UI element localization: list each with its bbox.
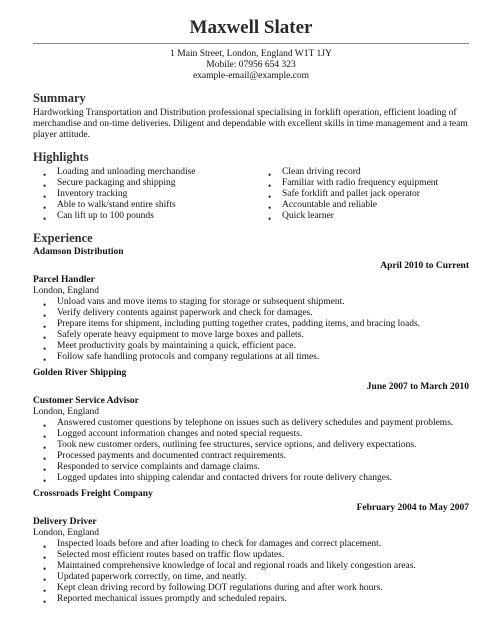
duty-item: • Reported mechanical issues promptly and scheduled repairs. [33, 594, 469, 605]
duty-item: • Kept clean driving record by following DOT regulations during and after work hours. [33, 583, 469, 594]
job-dates: June 2007 to March 2010 [366, 382, 469, 392]
highlight-item: • Accountable and reliable [258, 200, 469, 211]
duty-item: • Answered customer questions by telephone on issues such as delivery schedules and payment problems. [33, 418, 469, 429]
duty-item: • Logged updates into shipping calendar and contacted drivers for route delivery changes. [33, 473, 469, 484]
job-duties-list [33, 418, 469, 484]
address-line: 1 Main Street, London, England W1T 1JY [170, 49, 332, 59]
resume-page [33, 0, 469, 605]
job-location: London, England [33, 407, 99, 417]
duty-item: • Meet productivity goals by maintaining a quick, efficient pace. [33, 341, 469, 352]
job-location: London, England [33, 528, 99, 538]
highlight-item: • Secure packaging and shipping [33, 178, 258, 189]
duty-item: • Maintained comprehensive knowledge of local and regional roads and likely congestion areas. [33, 561, 469, 572]
duty-item: • Processed payments and documented contract requirements. [33, 451, 469, 462]
job-dates: February 2004 to May 2007 [356, 503, 469, 513]
employer-name: Crossroads Freight Company [33, 489, 153, 499]
duty-item: • Took new customer orders, outlining fee structures, service options, and delivery expectations. [33, 440, 469, 451]
highlight-item: • Can lift up to 100 pounds [33, 211, 258, 222]
highlight-item: • Able to walk/stand entire shifts [33, 200, 258, 211]
duty-item: • Follow safe handling protocols and company regulations at all times. [33, 352, 469, 363]
job-title: Parcel Handler [33, 275, 95, 285]
candidate-name: Maxwell Slater [189, 17, 313, 38]
job-title: Delivery Driver [33, 517, 97, 527]
job-location: London, England [33, 286, 99, 296]
mobile-line: Mobile: 07956 654 323 [206, 60, 296, 70]
employer-name: Adamson Distribution [33, 247, 124, 257]
highlights-right-column [258, 167, 469, 222]
duty-item: • Verify delivery contents against paperwork and check for damages. [33, 308, 469, 319]
job-duties-list [33, 539, 469, 605]
highlight-item: • Clean driving record [258, 167, 469, 178]
highlights-heading: Highlights [33, 150, 89, 164]
duty-item: • Updated paperwork correctly, on time, and neatly. [33, 572, 469, 583]
duty-item: • Inspected loads before and after loading to check for damages and correct placement. [33, 539, 469, 550]
highlight-item: • Familiar with radio frequency equipment [258, 178, 469, 189]
experience-heading: Experience [33, 231, 93, 245]
highlights-list [33, 167, 469, 222]
duty-item: • Prepare items for shipment, including putting together crates, padding items, and bracing loads. [33, 319, 469, 330]
summary-text: Hardworking Transportation and Distribution professional specialising in forklift operation, efficient loading of merchandise and on-time deliveries. Diligent and dependable with excellent skills in time management and a team player attitude. [33, 108, 468, 140]
email-line: example-email@example.com [192, 71, 310, 81]
duty-item: • Logged account information changes and noted special requests. [33, 429, 469, 440]
job-dates: April 2010 to Current [380, 261, 469, 271]
summary-heading: Summary [33, 91, 86, 105]
highlight-item: • Safe forklift and pallet jack operator [258, 189, 469, 200]
highlight-item: • Loading and unloading merchandise [33, 167, 258, 178]
highlight-item: • Inventory tracking [33, 189, 258, 200]
highlight-item: • Quick learner [258, 211, 469, 222]
job-title: Customer Service Advisor [33, 396, 139, 406]
employer-name: Golden River Shipping [33, 368, 127, 378]
duty-item: • Responded to service complaints and damage claims. [33, 462, 469, 473]
duty-item: • Safely operate heavy equipment to move large boxes and pallets. [33, 330, 469, 341]
duty-item: • Selected most efficient routes based on traffic flow updates. [33, 550, 469, 561]
duty-item: • Unload vans and move items to staging for storage or subsequent shipment. [33, 297, 469, 308]
job-duties-list [33, 297, 469, 363]
header-divider [33, 43, 469, 44]
highlights-left-column [33, 167, 258, 222]
